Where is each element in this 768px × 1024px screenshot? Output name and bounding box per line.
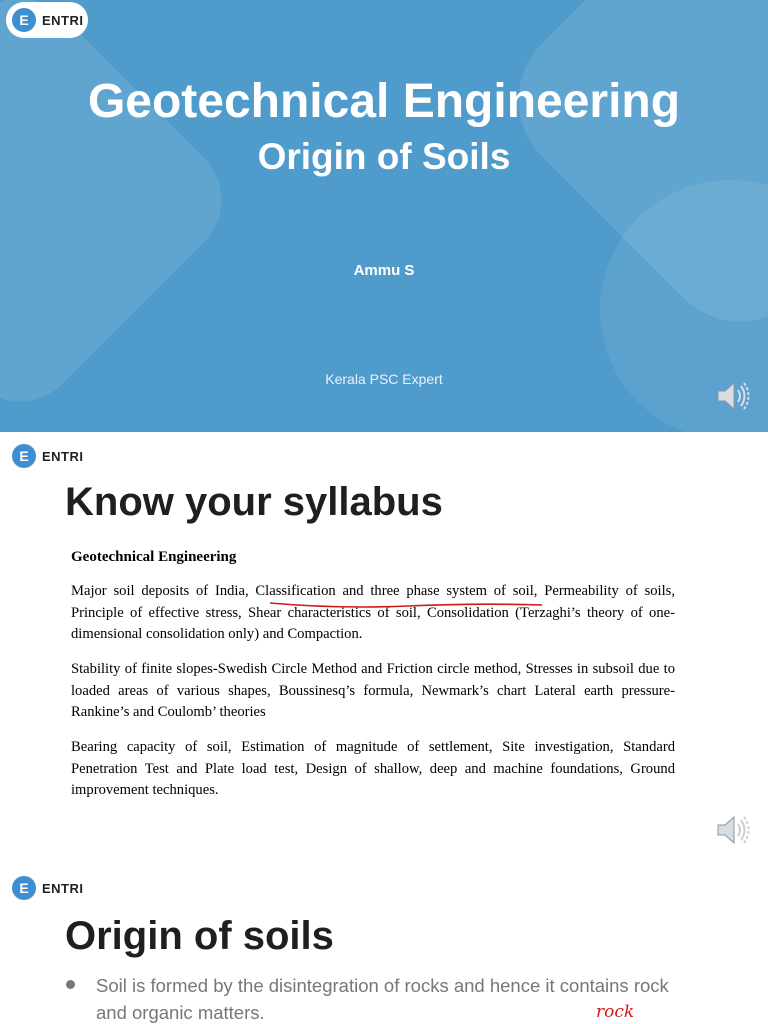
author-credential: Kerala PSC Expert [325,371,443,387]
syllabus-paragraph: Major soil deposits of India, Classification and three phase system of soil, Permeability of soils, Principle of effective stress, Shear characteristics of soil, Consolidation (Terzaghi’s theory of one-dimensional consolidation only) and Compaction. [71,583,675,642]
syllabus-slide [0,432,768,864]
speaker-icon[interactable] [714,812,750,848]
slide-heading: Know your syllabus [65,480,443,524]
syllabus-paragraph: Bearing capacity of soil, Estimation of magnitude of settlement, Site investigation, Standard Penetration Test and Plate load test, Design of shallow, deep and machine foundations, Ground improvement techniques. [71,739,675,798]
entri-logo-icon: E [12,8,36,32]
entri-logo-text: ENTRI [42,12,84,28]
entri-logo [6,2,88,38]
syllabus-paragraph: Stability of finite slopes-Swedish Circle Method and Friction circle method, Stresses in subsoil due to loaded areas of various shapes, Boussinesq’s formula, Newmark’s chart Lateral earth pressure-Rankine’s and Coulomb’ theories [71,661,675,720]
title-slide [0,0,768,432]
entri-logo-icon: E [12,876,36,900]
entri-logo [6,870,88,906]
bullet-icon [66,980,75,989]
presentation-title: Geotechnical Engineering [87,75,681,128]
bullet-text: Soil is formed by the disintegration of rocks and hence it contains rock and organic matters. [96,975,669,1023]
author-name: Ammu S [353,262,415,279]
entri-logo-text: ENTRI [42,448,84,464]
syllabus-section-title: Geotechnical Engineering [71,549,237,565]
presentation-subtitle: Origin of Soils [257,136,511,177]
origin-slide [0,864,768,1024]
red-underline-annotation [268,600,544,610]
entri-logo-text: ENTRI [42,880,84,896]
slide-heading: Origin of soils [65,914,334,958]
background-shape [0,0,246,426]
speaker-icon[interactable] [714,378,750,414]
entri-logo [6,438,88,474]
handwritten-note: rock [596,1002,635,1022]
entri-logo-icon: E [12,444,36,468]
